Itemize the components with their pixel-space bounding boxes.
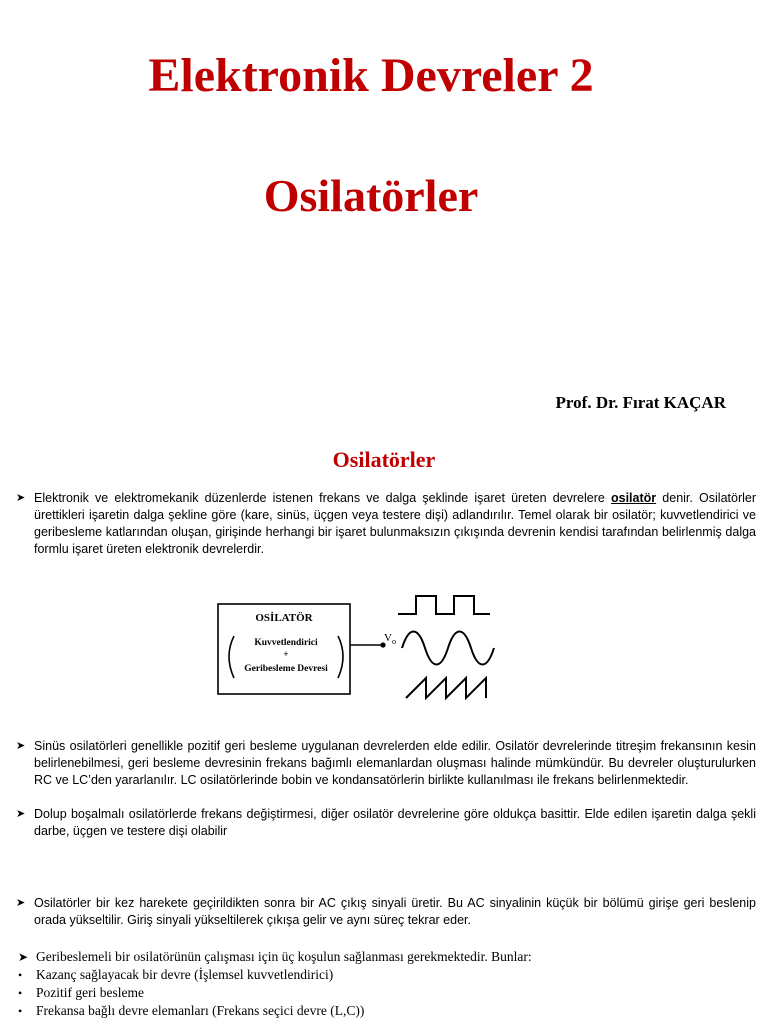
diagram-box-title: OSİLATÖR [255, 612, 313, 624]
list-item: • Frekansa bağlı devre elemanları (Frekans seçici devre (L,C)) [18, 1003, 365, 1018]
diagram-plus: + [283, 650, 289, 660]
oscillator-block-diagram [210, 586, 510, 712]
arrow-bullet-icon: ➤ [16, 808, 26, 820]
arrow-bullet-icon: ➤ [16, 492, 26, 504]
list-intro: ➤ Geribeslemeli bir osilatörünün çalışması için üç koşulun sağlanması gerekmektedir. Bunlar: [18, 949, 532, 964]
sawtooth-wave-icon [406, 678, 486, 698]
dot-bullet-icon: • [18, 968, 23, 982]
paragraph-definition [16, 490, 756, 558]
square-wave-icon [398, 596, 490, 614]
para4-text: Osilatörler bir kez harekete geçirildikten sonra bir AC çıkış sinyali üretir. Bu AC sinyalinin küçük bir bölümü girişe geri beslenip orada yükseltilir. Giriş sinyali yükseltilerek çıkışa gelir ve aynı süreç tekrar eder. [34, 896, 756, 927]
arrow-bullet-icon: ➤ [16, 740, 26, 752]
page-subtitle: Osilatörler [263, 170, 479, 221]
para2-text: Sinüs osilatörleri genellikle pozitif geri besleme uygulanan devrelerden elde edilir. Osilatör devrelerinde titreşim frekansının kesin belirlenebilmesi, geri besleme devresinin frekans bağımlı elemanlardan oluşması halinde mümkündür. Bu devreler oluşturulurken RC ve LC’den yararlanılır. LC osilatörlerinde bobin ve kondansatörlerin birlikte kullanılması ile frekans belirlenmektedir. [34, 739, 756, 787]
section-heading: Osilatörler [332, 447, 436, 472]
page-title: Elektronik Devreler 2 [148, 49, 594, 102]
conditions-list [18, 948, 748, 1020]
output-voltage-label: $V_o$ [384, 632, 396, 646]
list-item: • Pozitif geri besleme [18, 985, 144, 1000]
arrow-bullet-icon: ➤ [16, 897, 26, 909]
arrow-bullet-icon: ➤ [18, 950, 29, 964]
dot-bullet-icon: • [18, 986, 23, 1000]
paragraph-sine-oscillators [16, 738, 756, 789]
para3-text: Dolup boşalmalı osilatörlerde frekans değiştirmesi, diğer osilatör devrelerine göre oldukça basittir. Elde edilen işaretin dalga şekli darbe, üçgen ve testere dişi olabilir [34, 807, 756, 838]
diagram-feedback-label: Geribesleme Devresi [244, 664, 328, 674]
keyword-osilator: osilatör [610, 491, 657, 505]
paragraph-relaxation-oscillators [16, 806, 756, 840]
dot-bullet-icon: • [18, 1004, 23, 1018]
para1-text-end: denir. Osilatörler ürettikleri işaretin dalga şekline göre (kare, sinüs, üçgen veya testere dişi) adlandırılır. Temel olarak bir osilatör; kuvvetlendirici ve geribesleme katlarından oluşan, girişinde herhangi bir işaret bulunmaksızın çıkışında devrenin kendisi tarafından belirlenmiş dalga formlu işaret üreten elektronik devrelerdir. [34, 491, 756, 556]
author-name: Prof. Dr. Fırat KAÇAR [555, 393, 726, 412]
sine-wave-icon [402, 632, 494, 665]
paragraph-ac-signal [16, 895, 756, 929]
para1-text-start: Elektronik ve elektromekanik düzenlerde istenen frekans ve dalga şeklinde işaret üreten devrelere [34, 491, 611, 505]
diagram-amplifier-label: Kuvvetlendirici [254, 638, 318, 648]
list-item: • Kazanç sağlayacak bir devre (İşlemsel kuvvetlendirici) [18, 967, 334, 982]
